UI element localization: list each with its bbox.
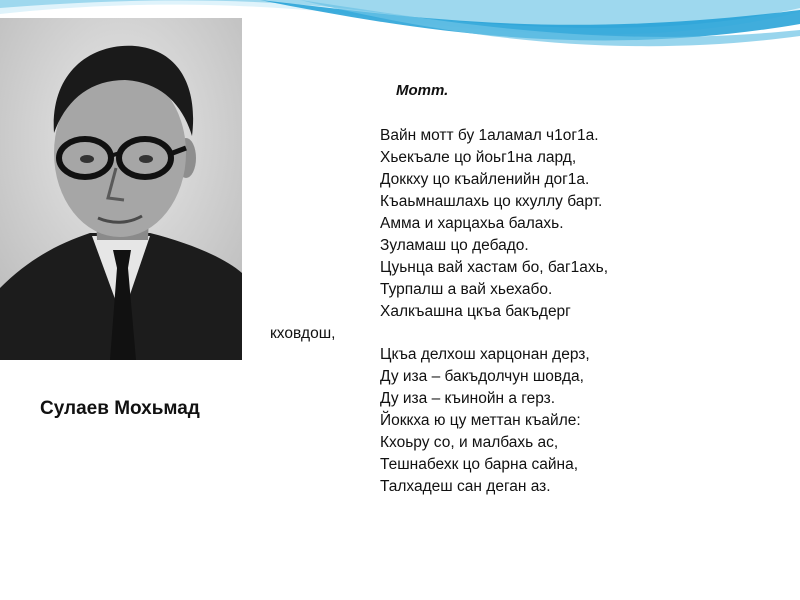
author-name: Сулаев Мохьмад [40,398,200,419]
poem-line: Цкъа делхош харцонан дерз, [380,346,590,363]
poem-line-wrap: кховдош, [270,325,336,342]
poem-line: Турпалш а вай хьехабо. [380,281,553,298]
poem-line: Къаьмнашлахь цо кхуллу барт. [380,193,603,210]
poem-line: Доккху цо къайленийн дог1а. [380,171,590,188]
poem-line: Цуьнца вай хастам бо, баг1ахь, [380,259,609,276]
poem-line: Ду иза – бакъдолчун шовда, [380,368,584,385]
poem-line: Талхадеш сан деган аз. [380,478,551,495]
poem-line: Вайн мотт бу 1аламал ч1ог1а. [380,127,599,144]
poem-line: Кхоьру со, и малбахь ас, [380,434,559,451]
poem-title: Мотт. [396,82,449,99]
poem-line: Зуламаш цо дебадо. [380,237,529,254]
poem-line: Амма и харцахьа балахь. [380,215,564,232]
author-portrait [0,18,242,360]
poem-line: Йоккха ю цу меттан къайле: [380,412,581,429]
poem-line: Хьекъале цо йоьг1на лард, [380,149,577,166]
poem-line: Ду иза – къинойн а герз. [380,390,556,407]
poem-line: Халкъашна цкъа бакъдерг [380,303,571,320]
poem-line: Тешнабехк цо барна сайна, [380,456,579,473]
